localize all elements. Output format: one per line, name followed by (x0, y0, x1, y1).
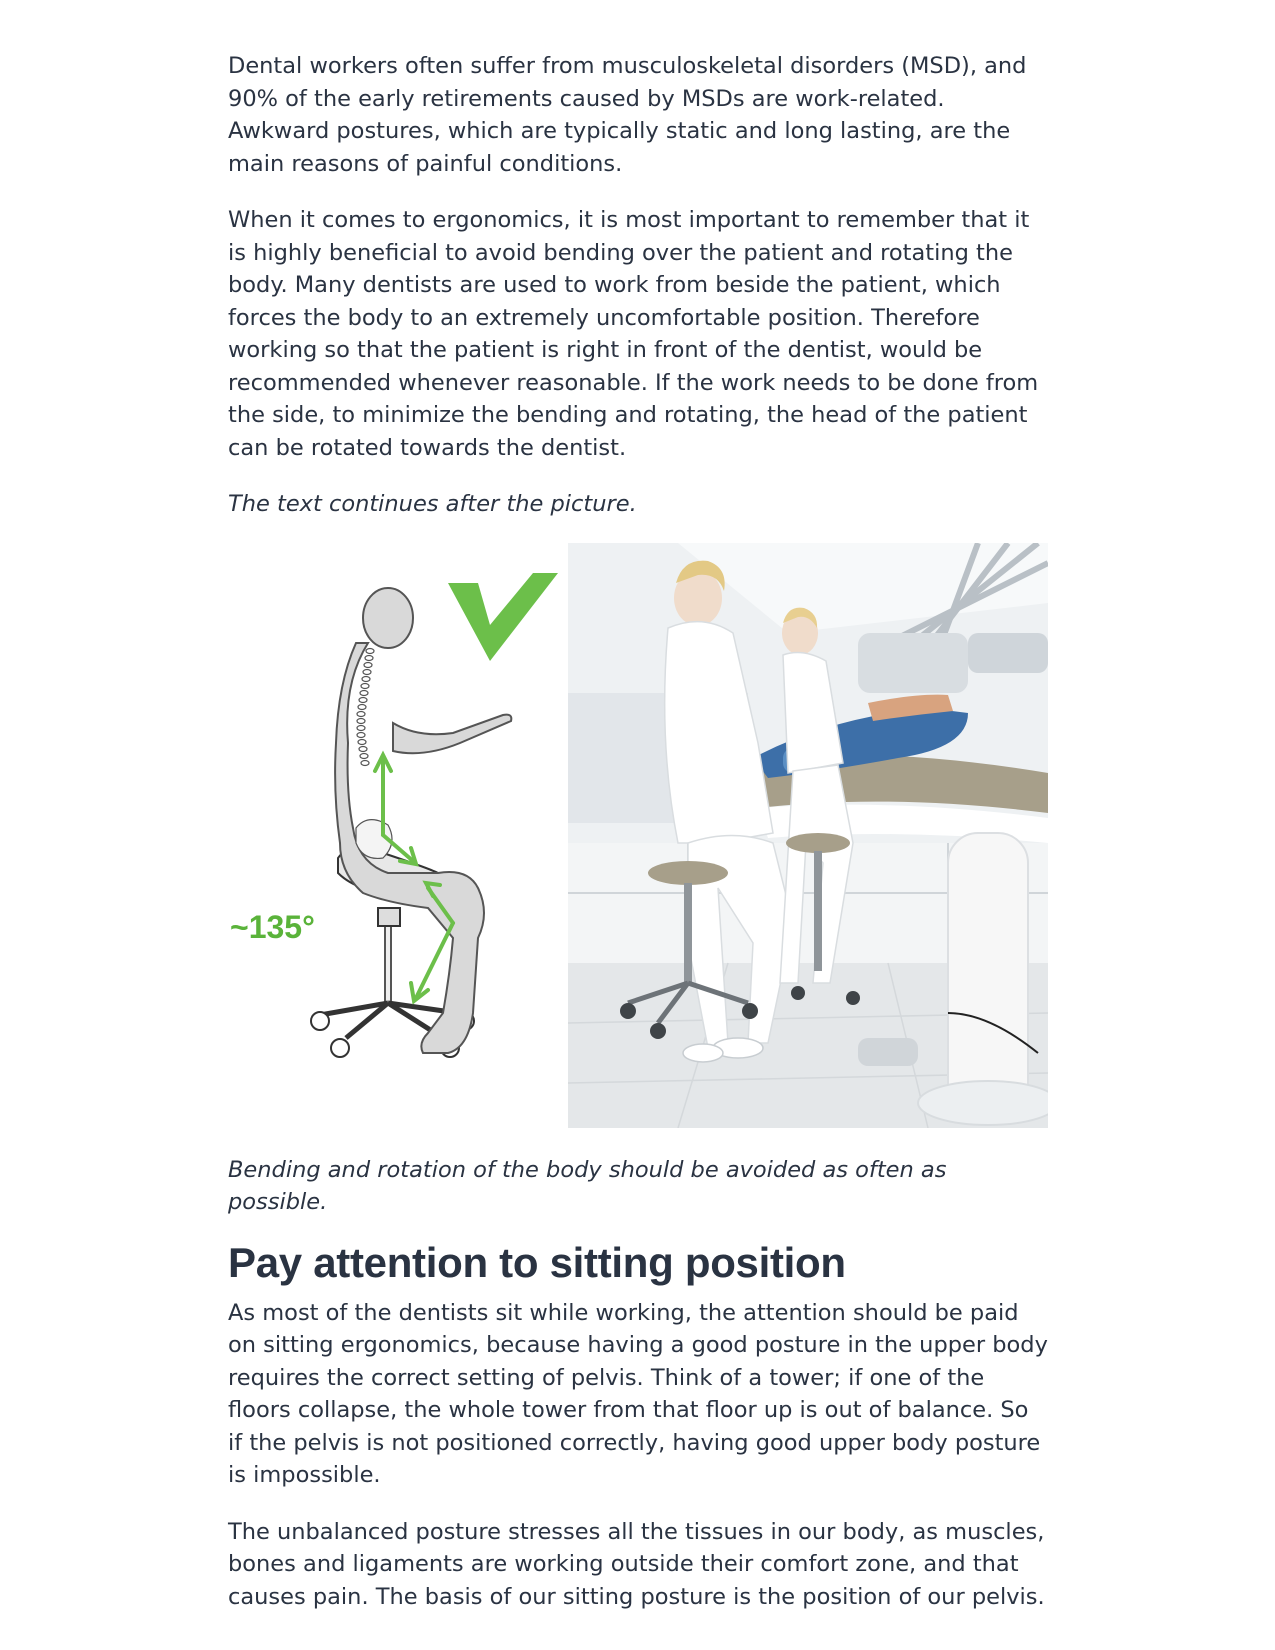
spine-drawing (356, 648, 392, 858)
section-heading: Pay attention to sitting position (228, 1238, 846, 1286)
posture-illustration (228, 543, 568, 1128)
posture-figure (228, 543, 1048, 1128)
intro-paragraph-ergonomics: When it comes to ergonomics, it is most important to remember that it is highly beneficial to avoid bending over the patient and rotating the body. Many dentists are used to work from beside the patient, which forces the body to an extremely uncomfortable position. Therefore working so that the patient is right in front of the dentist, would be recommended whenever reasonable. If the work needs to be done from the side, to minimize the bending and rotating, the head of the patient can be rotated towards the dentist. (228, 207, 1039, 461)
check-mark-icon (448, 573, 558, 661)
section-paragraph-pelvis: As most of the dentists sit while working, the attention should be paid on sitting ergonomics, because having a good posture in the upper body requires the correct setting of pelvis. Think of a tower; if one of the floors collapse, the whole tower from that floor up is out of balance. So if the pelvis is not positioned correctly, having good upper body posture is impossible. (228, 1299, 1048, 1488)
dental-clinic-photo (568, 543, 1048, 1128)
section-paragraph-unbalanced: The unbalanced posture stresses all the tissues in our body, as muscles, bones and ligaments are working outside their comfort zone, and that causes pain. The basis of our sitting posture is the position of our pelvis. (228, 1518, 1045, 1610)
intro-paragraph-msd: Dental workers often suffer from musculoskeletal disorders (MSD), and 90% of the early retirements caused by MSDs are work-related. Awkward postures, which are typically static and long lasting, are the main reasons of painful conditions. (228, 53, 1027, 177)
figure-caption: Bending and rotation of the body should be avoided as often as possible. (228, 1156, 947, 1215)
angle-label: ~135° (230, 908, 315, 945)
article-body (228, 50, 1048, 1637)
continue-note: The text continues after the picture. (228, 491, 637, 517)
